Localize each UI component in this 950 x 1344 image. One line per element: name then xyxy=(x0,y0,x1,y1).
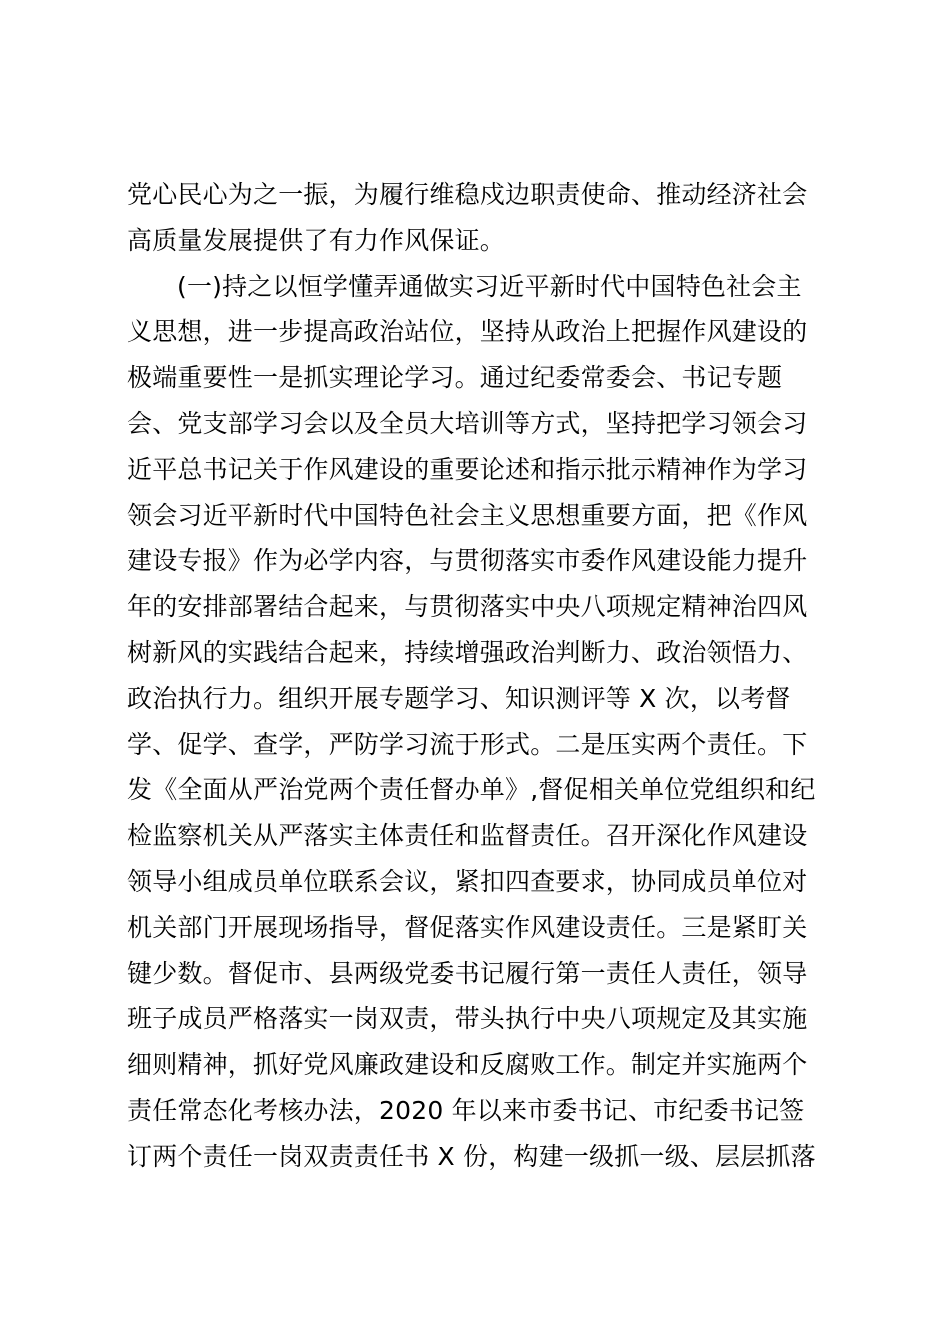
document-body xyxy=(127,172,827,1180)
text-line: 学、促学、查学，严防学习流于形式。二是压实两个责任。下 xyxy=(127,729,808,759)
text-line: 年的安排部署结合起来，与贯彻落实中央八项规定精神治四风 xyxy=(127,592,808,622)
text-line: 义思想，进一步提高政治站位，坚持从政治上把握作风建设的 xyxy=(127,317,808,347)
paragraph-first-line: (一)持之以恒学懂弄通做实习近平新时代中国特色社会主 xyxy=(177,271,802,301)
text-line: 机关部门开展现场指导，督促落实作风建设责任。三是紧盯关 xyxy=(127,912,808,942)
text-line: 党心民心为之一振，为履行维稳戍边职责使命、推动经济社会 xyxy=(127,180,808,209)
text-line: 政治执行力。组织开展专题学习、知识测评等 X 次，以考督 xyxy=(127,683,791,713)
text-line: 班子成员严格落实一岗双责，带头执行中央八项规定及其实施 xyxy=(127,1004,808,1034)
text-line: 细则精神，抓好党风廉政建设和反腐败工作。制定并实施两个 xyxy=(127,1050,808,1080)
text-line: 检监察机关从严落实主体责任和监督责任。召开深化作风建设 xyxy=(127,821,808,851)
text-line: 极端重要性一是抓实理论学习。通过纪委常委会、书记专题 xyxy=(127,363,783,393)
text-line: 近平总书记关于作风建设的重要论述和指示批示精神作为学习 xyxy=(127,454,808,484)
text-line: 树新风的实践结合起来，持续增强政治判断力、政治领悟力、 xyxy=(127,637,808,667)
text-line: 建设专报》作为必学内容，与贯彻落实市委作风建设能力提升 xyxy=(127,546,808,576)
text-line: 键少数。督促市、县两级党委书记履行第一责任人责任，领导 xyxy=(127,958,808,988)
text-line: 会、党支部学习会以及全员大培训等方式，坚持把学习领会习 xyxy=(127,408,808,438)
text-line: 领导小组成员单位联系会议，紧扣四查要求，协同成员单位对 xyxy=(127,866,808,896)
text-line: 高质量发展提供了有力作风保证。 xyxy=(127,225,506,255)
text-line: 发《全面从严治党两个责任督办单》,督促相关单位党组织和纪 xyxy=(127,775,816,805)
text-line: 领会习近平新时代中国特色社会主义思想重要方面，把《作风 xyxy=(127,500,808,530)
text-line: 责任常态化考核办法，2020 年以来市委书记、市纪委书记签 xyxy=(127,1095,805,1125)
text-line: 订两个责任一岗双责责任书 X 份，构建一级抓一级、层层抓落 xyxy=(127,1141,816,1171)
